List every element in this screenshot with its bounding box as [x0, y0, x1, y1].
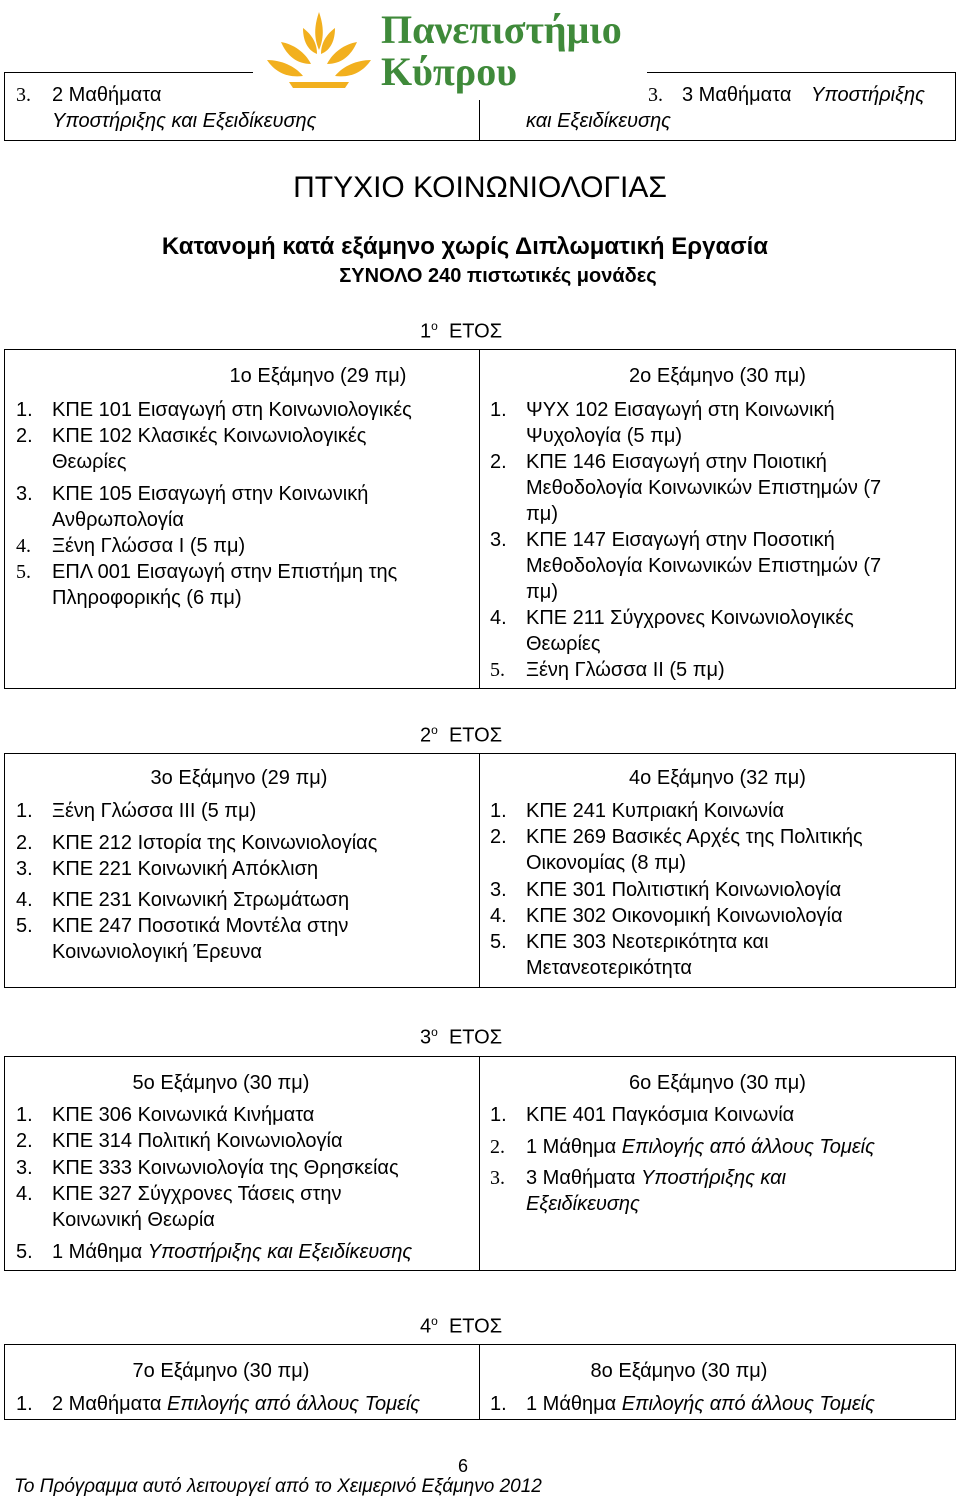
sem5-item4-number: 4. [16, 1183, 33, 1205]
sem2-item4: ΚΠΕ 211 Σύγχρονες Κοινωνιολογικές [526, 607, 854, 629]
semester-7-header: 7ο Εξάμηνο (30 πμ) [132, 1360, 310, 1382]
sem4-item1-number: 1. [490, 800, 507, 822]
sem3-item2-number: 2. [16, 832, 33, 854]
sem5-item1-number: 1. [16, 1104, 33, 1126]
sem5-item1: ΚΠΕ 306 Κοινωνικά Κινήματα [52, 1104, 315, 1126]
sem5-item5: 1 Μάθημα Υποστήριξης και Εξειδίκευσης [52, 1241, 413, 1263]
year-3-heading: $3^o$ ΕΤΟΣ [420, 1025, 503, 1049]
sem5-item4-cont: Κοινωνική Θεωρία [52, 1209, 215, 1231]
header-right-line1b: Υποστήριξης [811, 84, 925, 106]
sem5-item4: ΚΠΕ 327 Σύγχρονες Τάσεις στην [52, 1183, 342, 1205]
sem1-item1-number: 1. [16, 399, 33, 421]
sem1-item4-number: 4. [16, 535, 31, 557]
sem5-item2-number: 2. [16, 1130, 33, 1152]
semester-6-header: 6ο Εξάμηνο (30 πμ) [629, 1072, 806, 1094]
sem3-item1: Ξένη Γλώσσα ΙΙΙ (5 πμ) [52, 800, 257, 822]
sem3-item1-number: 1. [16, 800, 33, 822]
year-1-divider [479, 349, 480, 689]
sem6-item1-number: 1. [490, 1104, 507, 1126]
credit-total: ΣΥΝΟΛΟ 240 πιστωτικές μονάδες [339, 265, 657, 287]
sem1-item1: ΚΠΕ 101 Εισαγωγή στη Κοινωνιολογικές [52, 399, 412, 421]
year-4-heading: $4^o$ ΕΤΟΣ [420, 1314, 503, 1338]
sem6-item2-number: 2. [490, 1136, 505, 1158]
sem5-item3: ΚΠΕ 333 Κοινωνιολογία της Θρησκείας [52, 1157, 399, 1179]
sem2-item3-number: 3. [490, 529, 507, 551]
page-title: ΠΤΥΧΙΟ ΚΟΙΝΩΝΙΟΛΟΓΙΑΣ [293, 171, 667, 204]
year-1-heading: $1^o$ ΕΤΟΣ [420, 319, 503, 343]
logo-line1: Πανεπιστήμιο [381, 7, 622, 52]
sem2-item5: Ξένη Γλώσσα ΙΙ (5 πμ) [526, 659, 725, 681]
sem7-item1: 2 Μαθήματα Επιλογής από άλλους Τομείς [52, 1393, 421, 1415]
sem1-item2: ΚΠΕ 102 Κλασικές Κοινωνιολογικές [52, 425, 367, 447]
sem4-item5: ΚΠΕ 303 Νεοτερικότητα και [526, 931, 769, 953]
sem3-item5: ΚΠΕ 247 Ποσοτικά Μοντέλα στην [52, 915, 349, 937]
logo-emblem-icon [259, 2, 379, 98]
sem2-item1-number: 1. [490, 399, 507, 421]
sem1-item3-cont: Ανθρωπολογία [52, 509, 184, 531]
sem1-item3-number: 3. [16, 483, 33, 505]
sem2-item1: ΨΥΧ 102 Εισαγωγή στη Κοινωνική [526, 399, 835, 421]
sem3-item2: ΚΠΕ 212 Ιστορία της Κοινωνιολογίας [52, 832, 378, 854]
semester-3-header: 3ο Εξάμηνο (29 πμ) [150, 767, 328, 789]
sem4-item4: ΚΠΕ 302 Οικονομική Κοινωνιολογία [526, 905, 843, 927]
sem1-item2-number: 2. [16, 425, 33, 447]
sem3-item3-number: 3. [16, 858, 33, 880]
header-right-number: 3. [648, 84, 663, 106]
sem4-item5-cont: Μετανεοτερικότητα [526, 957, 692, 979]
sem2-item2-cont2: πμ) [526, 503, 558, 525]
university-logo [253, 0, 647, 100]
sem4-item5-number: 5. [490, 931, 507, 953]
sem6-item3-cont: Εξειδίκευσης [526, 1193, 640, 1215]
sem6-item1: ΚΠΕ 401 Παγκόσμια Κοινωνία [526, 1104, 795, 1126]
sem6-item3: 3 Μαθήματα Υποστήριξης και [526, 1167, 787, 1189]
footer-note: Το Πρόγραμμα αυτό λειτουργεί από το Χειμερινό Εξάμηνο 2012 [14, 1476, 542, 1497]
sem1-item3: ΚΠΕ 105 Εισαγωγή στην Κοινωνική [52, 483, 369, 505]
sem4-item2: ΚΠΕ 269 Βασικές Αρχές της Πολιτικής [526, 826, 863, 848]
sem3-item5-number: 5. [16, 915, 33, 937]
semester-4-header: 4ο Εξάμηνο (32 πμ) [629, 767, 806, 789]
year-2-heading: $2^o$ ΕΤΟΣ [420, 723, 503, 747]
sem4-item3: ΚΠΕ 301 Πολιτιστική Κοινωνιολογία [526, 879, 842, 901]
sem3-item4-number: 4. [16, 889, 33, 911]
sem2-item3-cont2: πμ) [526, 581, 558, 603]
sem8-item1-number: 1. [490, 1393, 507, 1415]
sem4-item1: ΚΠΕ 241 Κυπριακή Κοινωνία [526, 800, 785, 822]
semester-8-header: 8ο Εξάμηνο (30 πμ) [590, 1360, 768, 1382]
sem1-item4: Ξένη Γλώσσα Ι (5 πμ) [52, 535, 246, 557]
sem4-item3-number: 3. [490, 879, 507, 901]
sem1-item5-cont: Πληροφορικής (6 πμ) [52, 587, 242, 609]
sem6-item3-number: 3. [490, 1167, 505, 1189]
sem4-item2-cont: Οικονομίας (8 πμ) [526, 852, 687, 874]
sem2-item1-cont: Ψυχολογία (5 πμ) [526, 425, 683, 447]
sem5-item2: ΚΠΕ 314 Πολιτική Κοινωνιολογία [52, 1130, 343, 1152]
sem1-item5-number: 5. [16, 561, 31, 583]
sem2-item3: ΚΠΕ 147 Εισαγωγή στην Ποσοτική [526, 529, 835, 551]
header-right-line2: και Εξειδίκευσης [526, 110, 671, 132]
page-subtitle: Κατανομή κατά εξάμηνο χωρίς Διπλωματική Εργασία [161, 233, 769, 260]
sem7-item1-number: 1. [16, 1393, 33, 1415]
semester-5-header: 5ο Εξάμηνο (30 πμ) [132, 1072, 310, 1094]
header-right-line1a: 3 Μαθήματα [682, 84, 792, 106]
semester-1-header: 1ο Εξάμηνο (29 πμ) [229, 365, 407, 387]
sem3-item5-cont: Κοινωνιολογική Έρευνα [52, 941, 262, 963]
sem3-item3: ΚΠΕ 221 Κοινωνική Απόκλιση [52, 858, 319, 880]
sem1-item5: ΕΠΛ 001 Εισαγωγή στην Επιστήμη της [52, 561, 398, 583]
sem6-item2: 1 Μάθημα Επιλογής από άλλους Τομείς [526, 1136, 875, 1158]
sem2-item5-number: 5. [490, 659, 505, 681]
sem5-item3-number: 3. [16, 1157, 33, 1179]
sem2-item3-cont: Μεθοδολογία Κοινωνικών Επιστημών (7 [526, 555, 882, 577]
sem2-item4-cont: Θεωρίες [526, 633, 601, 655]
sem2-item4-number: 4. [490, 607, 507, 629]
sem5-item5-number: 5. [16, 1241, 33, 1263]
page-number: 6 [457, 1456, 468, 1476]
sem2-item2-cont: Μεθοδολογία Κοινωνικών Επιστημών (7 [526, 477, 882, 499]
header-left-line2: Υποστήριξης και Εξειδίκευσης [52, 110, 317, 132]
logo-line2: Κύπρου [381, 49, 517, 94]
semester-2-header: 2ο Εξάμηνο (30 πμ) [629, 365, 806, 387]
header-left-line1: 2 Μαθήματα [52, 84, 162, 106]
header-left-number: 3. [16, 84, 31, 106]
sem1-item2-cont: Θεωρίες [52, 451, 127, 473]
sem2-item2-number: 2. [490, 451, 507, 473]
sem4-item4-number: 4. [490, 905, 507, 927]
sem2-item2: ΚΠΕ 146 Εισαγωγή στην Ποιοτική [526, 451, 827, 473]
sem8-item1: 1 Μάθημα Επιλογής από άλλους Τομείς [526, 1393, 875, 1415]
sem3-item4: ΚΠΕ 231 Κοινωνική Στρωμάτωση [52, 889, 350, 911]
sem4-item2-number: 2. [490, 826, 507, 848]
